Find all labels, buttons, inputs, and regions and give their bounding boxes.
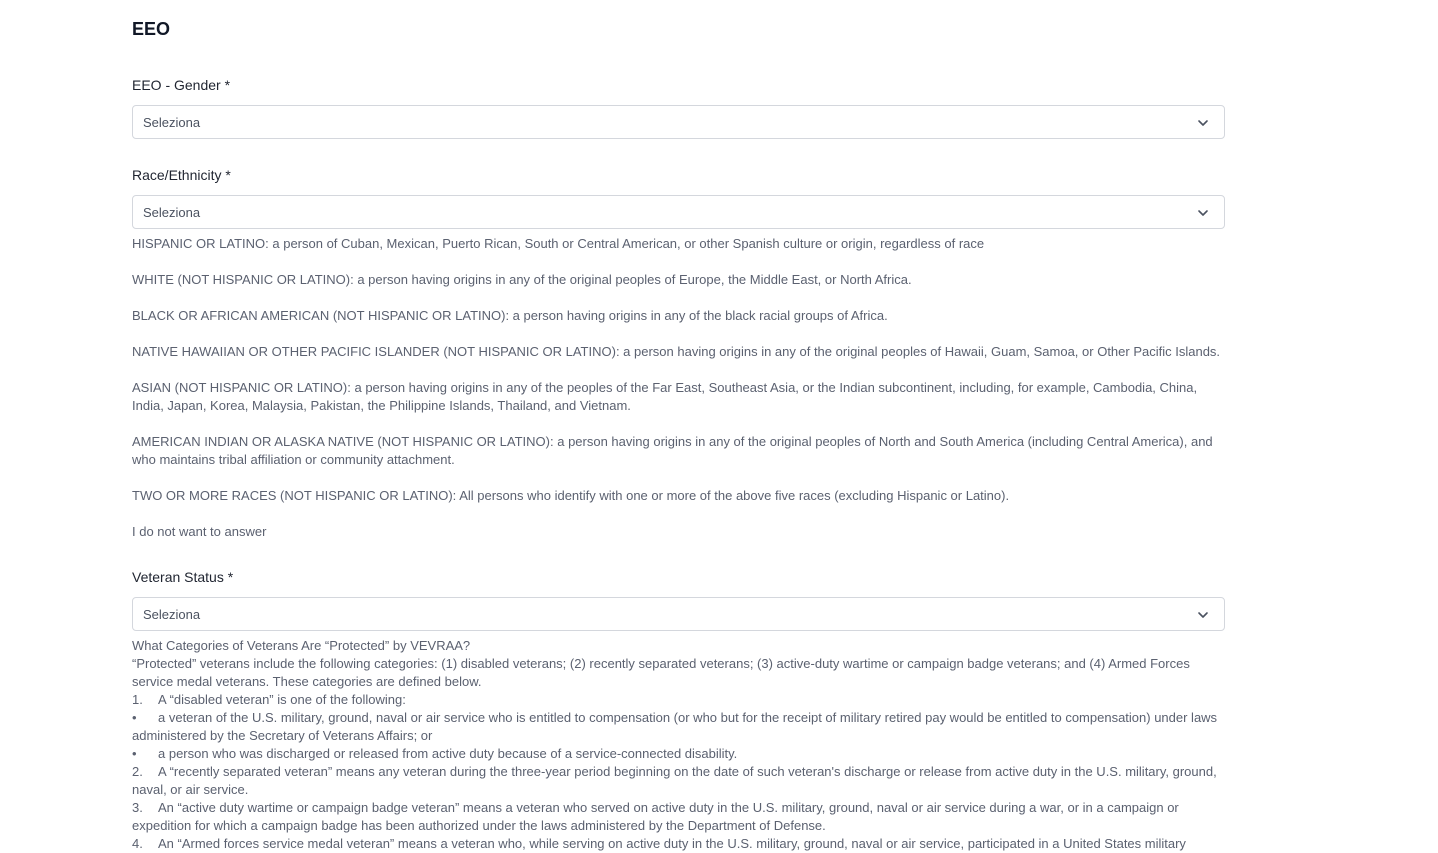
veteran-item — [132, 709, 1225, 745]
race-descriptions — [132, 235, 1225, 541]
list-marker: 4. — [132, 836, 143, 851]
race-description: ASIAN (NOT HISPANIC OR LATINO): a person having origins in any of the peoples of the Far East, Southeast Asia, or the Indian subcontinent, including, for example, Cambodia, China, India, Japan, Korea, Malaysia, Pakistan, the Philippine Islands, Thailand, and Vietnam. — [132, 380, 1198, 413]
veteran-item — [132, 799, 1225, 835]
veteran-intro: “Protected” veterans include the following categories: (1) disabled veterans; (2) recently separated veterans; (3) active-duty wartime or campaign badge veterans; and (4) Armed Forces service medal veterans. These categories are defined below. — [132, 656, 1190, 689]
chevron-down-icon — [1196, 608, 1210, 622]
list-marker: • — [132, 710, 137, 725]
veteran-description — [132, 637, 1225, 853]
chevron-down-icon — [1196, 206, 1210, 220]
race-select-value: Seleziona — [143, 204, 201, 220]
race-description: TWO OR MORE RACES (NOT HISPANIC OR LATINO): All persons who identify with one or more of the above five races (excluding Hispanic or Latino). — [132, 488, 1010, 503]
gender-select[interactable] — [132, 105, 1225, 139]
section-title: EEO — [132, 19, 171, 39]
race-description: BLACK OR AFRICAN AMERICAN (NOT HISPANIC OR LATINO): a person having origins in any of the black racial groups of Africa. — [132, 308, 888, 323]
veteran-item — [132, 745, 1225, 763]
veteran-label: Veteran Status * — [132, 569, 234, 585]
list-marker: • — [132, 746, 137, 761]
race-description: AMERICAN INDIAN OR ALASKA NATIVE (NOT HISPANIC OR LATINO): a person having origins in any of the original peoples of North and South America (including Central America), and who maintains tribal affiliation or community attachment. — [132, 434, 1213, 467]
race-description: NATIVE HAWAIIAN OR OTHER PACIFIC ISLANDER (NOT HISPANIC OR LATINO): a person having origins in any of the original peoples of Hawaii, Guam, Samoa, or Other Pacific Islands. — [132, 344, 1221, 359]
veteran-item-text: A “disabled veteran” is one of the following: — [158, 692, 406, 707]
veteran-item-text: An “active duty wartime or campaign badge veteran” means a veteran who served on active duty in the U.S. military, ground, naval or air service during a war, or in a campaign or expedition for which a campaign badge has been authorized under the laws administered by the Department of Defense. — [132, 800, 1179, 833]
chevron-down-icon — [1196, 116, 1210, 130]
veteran-item — [132, 691, 1225, 709]
list-marker: 1. — [132, 692, 143, 707]
list-marker: 3. — [132, 800, 143, 815]
veteran-item — [132, 763, 1225, 799]
race-select[interactable] — [132, 195, 1225, 229]
veteran-select-value: Seleziona — [143, 606, 201, 622]
veteran-heading: What Categories of Veterans Are “Protected” by VEVRAA? — [132, 638, 471, 653]
race-label: Race/Ethnicity * — [132, 167, 231, 183]
race-description: I do not want to answer — [132, 524, 267, 539]
race-description: WHITE (NOT HISPANIC OR LATINO): a person having origins in any of the original peoples of Europe, the Middle East, or North Africa. — [132, 272, 912, 287]
gender-label: EEO - Gender * — [132, 77, 231, 93]
veteran-item-text: A “recently separated veteran” means any veteran during the three-year period beginning on the date of such veteran's discharge or release from active duty in the U.S. military, ground, naval, or air service. — [132, 764, 1217, 797]
gender-select-value: Seleziona — [143, 114, 201, 130]
list-marker: 2. — [132, 764, 143, 779]
eeo-form — [132, 17, 1225, 853]
veteran-item — [132, 835, 1225, 853]
veteran-item-text: a veteran of the U.S. military, ground, naval or air service who is entitled to compensation (or who but for the receipt of military retired pay would be entitled to compensation) under laws administered by the Secretary of Veterans Affairs; or — [132, 710, 1218, 743]
race-description: HISPANIC OR LATINO: a person of Cuban, Mexican, Puerto Rican, South or Central American, or other Spanish culture or origin, regardless of race — [132, 236, 985, 251]
veteran-item-text: An “Armed forces service medal veteran” means a veteran who, while serving on active duty in the U.S. military, ground, naval or air service, participated in a United States military — [158, 836, 1186, 851]
veteran-select[interactable] — [132, 597, 1225, 631]
veteran-item-text: a person who was discharged or released from active duty because of a service-connected disability. — [158, 746, 738, 761]
